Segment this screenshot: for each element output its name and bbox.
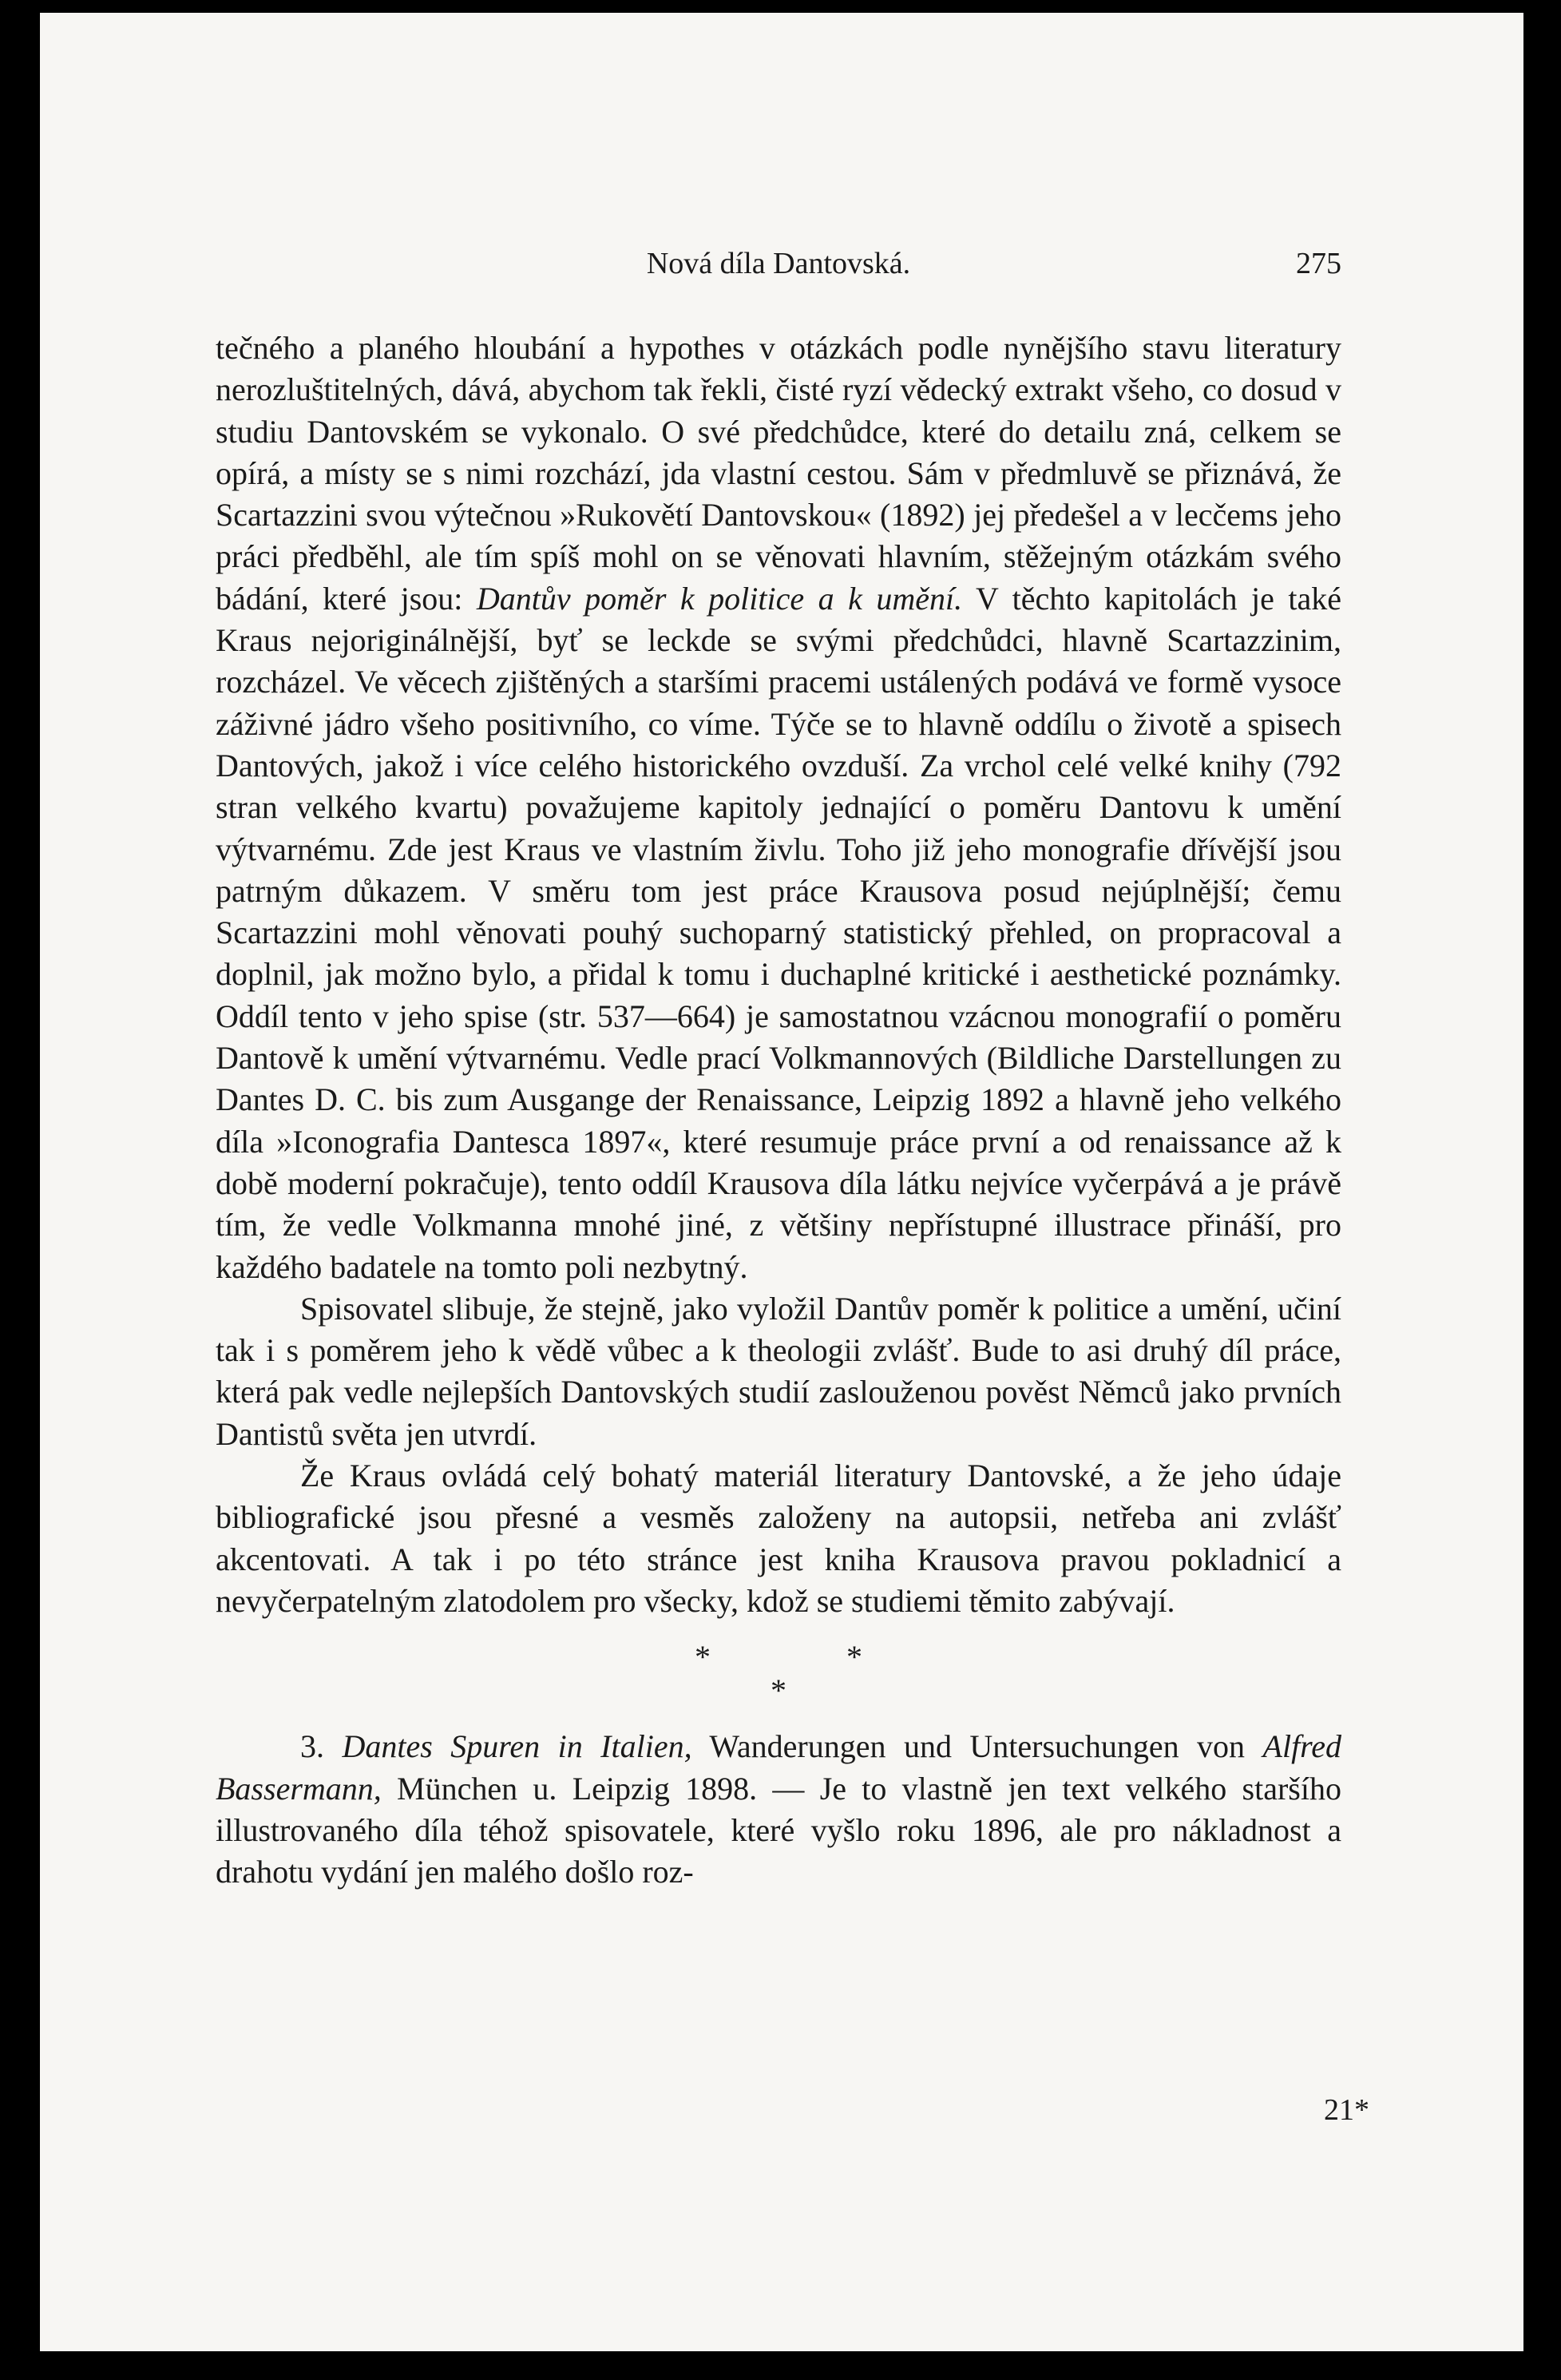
paragraph-3: Že Kraus ovládá celý bohatý materiál literatury Dantovské, a že jeho údaje bibliografické jsou přesné a vesměs založeny na autopsii, netřeba ani zvlášť akcentovati. A tak i po této stránce jest kniha Krausova pravou pokladnicí a nevyčerpatelným zlatodolem pro všecky, kdož se studiemi těmito zabývají. <box>216 1458 1341 1619</box>
section-separator <box>216 1622 1341 1726</box>
paragraph-1-text: tečného a planého hloubání a hypothes v otázkách podle nynějšího stavu literatury nerozluštitelných, dává, abychom tak řekli, čisté ryzí vědecký extrakt všeho, co dosud v studiu Dantovském se vykonalo. O své předchůdce, které do detailu zná, celkem se opírá, a místy se s nimi rozchází, jda vlastní cestou. Sám v předmluvě se přiznává, že Scartazzini svou výtečnou »Rukovětí Dantovskou« (1892) jej předešel a v lecčems jeho práci předběhl, ale tím spíš mohl on se věnovati hlavním, stěžejným otázkám svého bádání, které jsou: <box>216 330 1341 617</box>
body-text <box>216 327 1341 1893</box>
printer-signature: 21* <box>1324 2093 1369 2127</box>
paragraph-2: Spisovatel slibuje, že stejně, jako vyložil Dantův poměr k politice a umění, učiní tak i s poměrem jeho k vědě vůbec a k theologii zvlášť. Bude to asi druhý díl práce, která pak vedle nejlepších Dantovských studií zaslouženou pověst Němců jako prvních Dantistů světa jen utvrdí. <box>216 1290 1341 1452</box>
entry-title: Dantes Spuren in Italien, <box>342 1728 692 1765</box>
review-entry-3 <box>216 1726 1341 1893</box>
separator-star: * <box>695 1639 711 1676</box>
entry-text: München u. Leipzig 1898. — Je to vlastně jen text velkého staršího illustrovaného díla téhož spisovatele, které vyšlo roku 1896, ale pro nákladnost a drahotu vydání jen malého došlo roz- <box>216 1770 1341 1890</box>
separator-star: * <box>771 1672 786 1709</box>
separator-star: * <box>846 1639 862 1676</box>
entry-author: Alfred Bassermann, <box>216 1728 1342 1807</box>
paragraph-1-continuation: V těchto kapitolách je také Kraus nejoriginálnější, byť se leckde se svými předchůdci, hlavně Scartazzinim, rozcházel. Ve věcech zjištěných a staršími pracemi ustálených podává ve formě vysoce záživné jádro všeho positivního, co víme. Týče se to hlavně oddílu o životě a spisech Dantových, jakož i více celého historického ovzduší. Za vrchol celé velké knihy (792 stran velkého kvartu) považujeme kapitoly jednající o poměru Dantovu k umění výtvarnému. Zde jest Kraus ve vlastním živlu. Toho již jeho monografie dřívější jsou patrným důkazem. V směru tom jest práce Krausova posud nejúplnější; čemu Scartazzini mohl věnovati pouhý suchoparný statistický přehled, on propracoval a doplnil, jak možno bylo, a přidal k tomu i duchaplné kritické i aesthetické poznámky. Oddíl tento v jeho spise (str. 537—664) je samostatnou vzácnou monografií o poměru Dantově k umění výtvarnému. Vedle prací Volkmannových (Bildliche Darstellungen zu Dantes D. C. bis zum Ausgange der Renaissance, Leipzig 1892 a hlavně jeho velkého díla »Iconografia Dantesca 1897«, které resumuje práce první a od renaissance až k době moderní pokračuje), tento oddíl Krausova díla látku nejvíce vyčerpává a je právě tím, že vedle Volkmanna mnohé jiné, z většiny nepřístupné illustrace přináší, pro každého badatele na tomto poli nezbytný. <box>216 580 1342 1285</box>
paragraph-1 <box>216 327 1341 1288</box>
page-number: 275 <box>1296 247 1341 280</box>
entry-number: 3. <box>300 1728 343 1765</box>
running-head <box>216 246 1341 286</box>
entry-subtitle: Wanderungen und Untersuchungen von <box>691 1728 1263 1765</box>
paragraph-1-italic: Dantův poměr k politice a k umění. <box>476 580 963 617</box>
running-title: Nová díla Dantovská. <box>646 247 911 280</box>
